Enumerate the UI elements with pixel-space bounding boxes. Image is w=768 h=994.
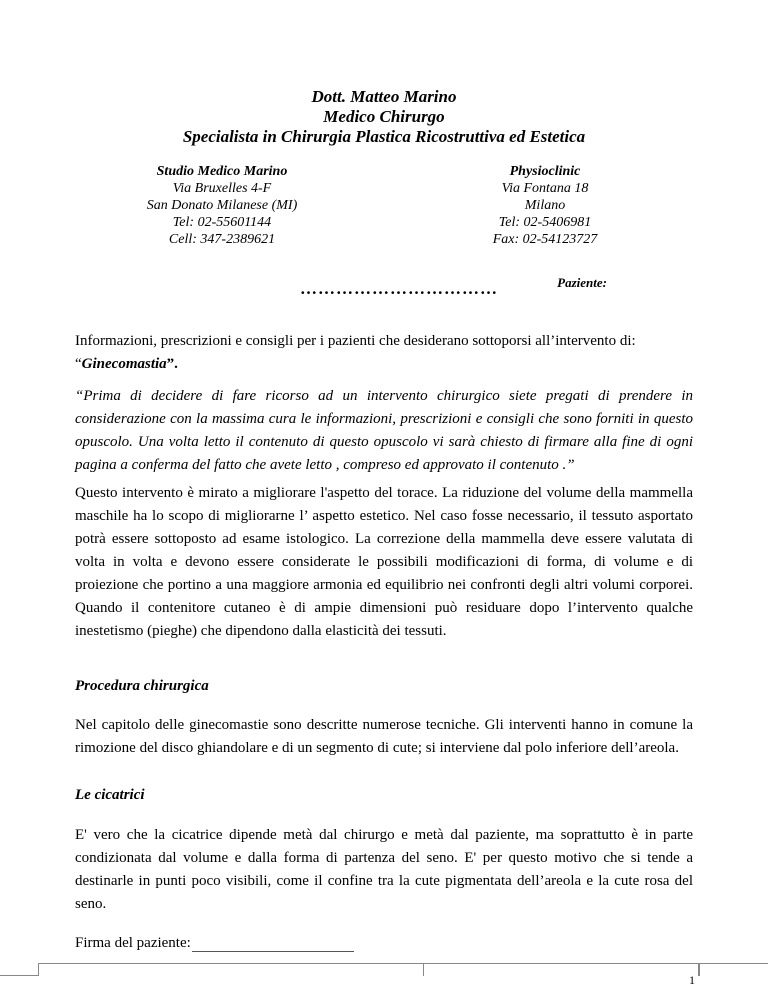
intro-text: Informazioni, prescrizioni e consigli per i pazienti che desiderano sottoporsi all’intervento di:: [75, 333, 636, 349]
footer-rule-right: [423, 963, 700, 976]
studio-right-name: Physioclinic: [509, 164, 581, 179]
patient-label: Paziente:: [557, 275, 607, 290]
patient-name-field: ……………………………: [300, 279, 498, 298]
scars-paragraph: E' vero che la cicatrice dipende metà dal chirurgo e metà dal paziente, ma soprattutto è in parte condizionata dal volume e dalla forma di partenza del seno. E' per questo motivo che si tende a destinarle in punti poco visibili, come il confine tra la cute pigmentata dell’areola e la cute rosa del seno.: [75, 827, 693, 912]
intro-topic: Ginecomastia: [81, 356, 167, 372]
signature-label: Firma del paziente:: [75, 935, 191, 951]
studio-left-street: Via Bruxelles 4-F: [172, 181, 272, 196]
studio-right-city: Milano: [524, 198, 566, 213]
studio-left-city: San Donato Milanese (MI): [146, 198, 298, 213]
doctor-title: Medico Chirurgo: [323, 107, 445, 126]
studio-right-address: [425, 163, 665, 248]
intro-quote-close: ”.: [166, 356, 178, 372]
procedure-heading: Procedura chirurgica: [75, 678, 209, 694]
studio-left-address: [102, 163, 342, 248]
procedure-paragraph: Nel capitolo delle ginecomastie sono descritte numerose tecniche. Gli interventi hanno in comune la rimozione del disco ghiandolare e di un segmento di cute; si interviene dal polo inferiore dell’areola.: [75, 717, 693, 756]
page-number: 1: [689, 973, 695, 987]
footer-rule-left: [0, 963, 39, 976]
description-paragraph: Questo intervento è mirato a migliorare l'aspetto del torace. La riduzione del volume della mammella maschile ha lo scopo di migliorarne l’ aspetto estetico. Nel caso fosse necessario, il tessuto asportato potrà essere sottoposto ad esame istologico. La correzione della mammella deve essere valutata di volta in volta e devono essere considerate le possibili modificazioni di forma, di volume e di proiezione che portino a una maggiore armonia ed equilibrio nei confronti degli altri volumi corporei. Quando il contenitore cutaneo è di ampie dimensioni può residuare dopo l’intervento qualche inestetismo (pieghe) che dipendono dalla elasticità dei tessuti.: [75, 485, 693, 639]
studio-right-tel: Tel: 02-5406981: [498, 215, 592, 230]
studio-left-cell: Cell: 347-2389621: [168, 232, 276, 247]
doctor-name: Dott. Matteo Marino: [311, 87, 457, 106]
disclaimer-quote: “Prima di decidere di fare ricorso ad un intervento chirurgico siete pregati di prendere in considerazione con la massima cura le informazioni, prescrizioni e consigli che sono forniti in questo opuscolo. Una volta letto il contenuto di questo opuscolo vi sarà chiesto di firmare alla fine di ogni pagina a conferma del fatto che avete letto , compreso ed approvato il contenuto .”: [75, 388, 693, 473]
intro-paragraph: [75, 330, 693, 376]
footer-rule-end: [698, 963, 768, 976]
studio-right-fax: Fax: 02-54123727: [492, 232, 598, 247]
intro-quote-open: “: [75, 356, 82, 372]
studio-left-name: Studio Medico Marino: [156, 164, 288, 179]
studio-left-tel: Tel: 02-55601144: [172, 215, 272, 230]
signature-line: [192, 951, 354, 952]
studio-right-street: Via Fontana 18: [501, 181, 589, 196]
scars-heading: Le cicatrici: [75, 787, 145, 803]
doctor-specialty: Specialista in Chirurgia Plastica Ricostruttiva ed Estetica: [182, 127, 586, 146]
footer-rule-middle: [38, 963, 424, 976]
